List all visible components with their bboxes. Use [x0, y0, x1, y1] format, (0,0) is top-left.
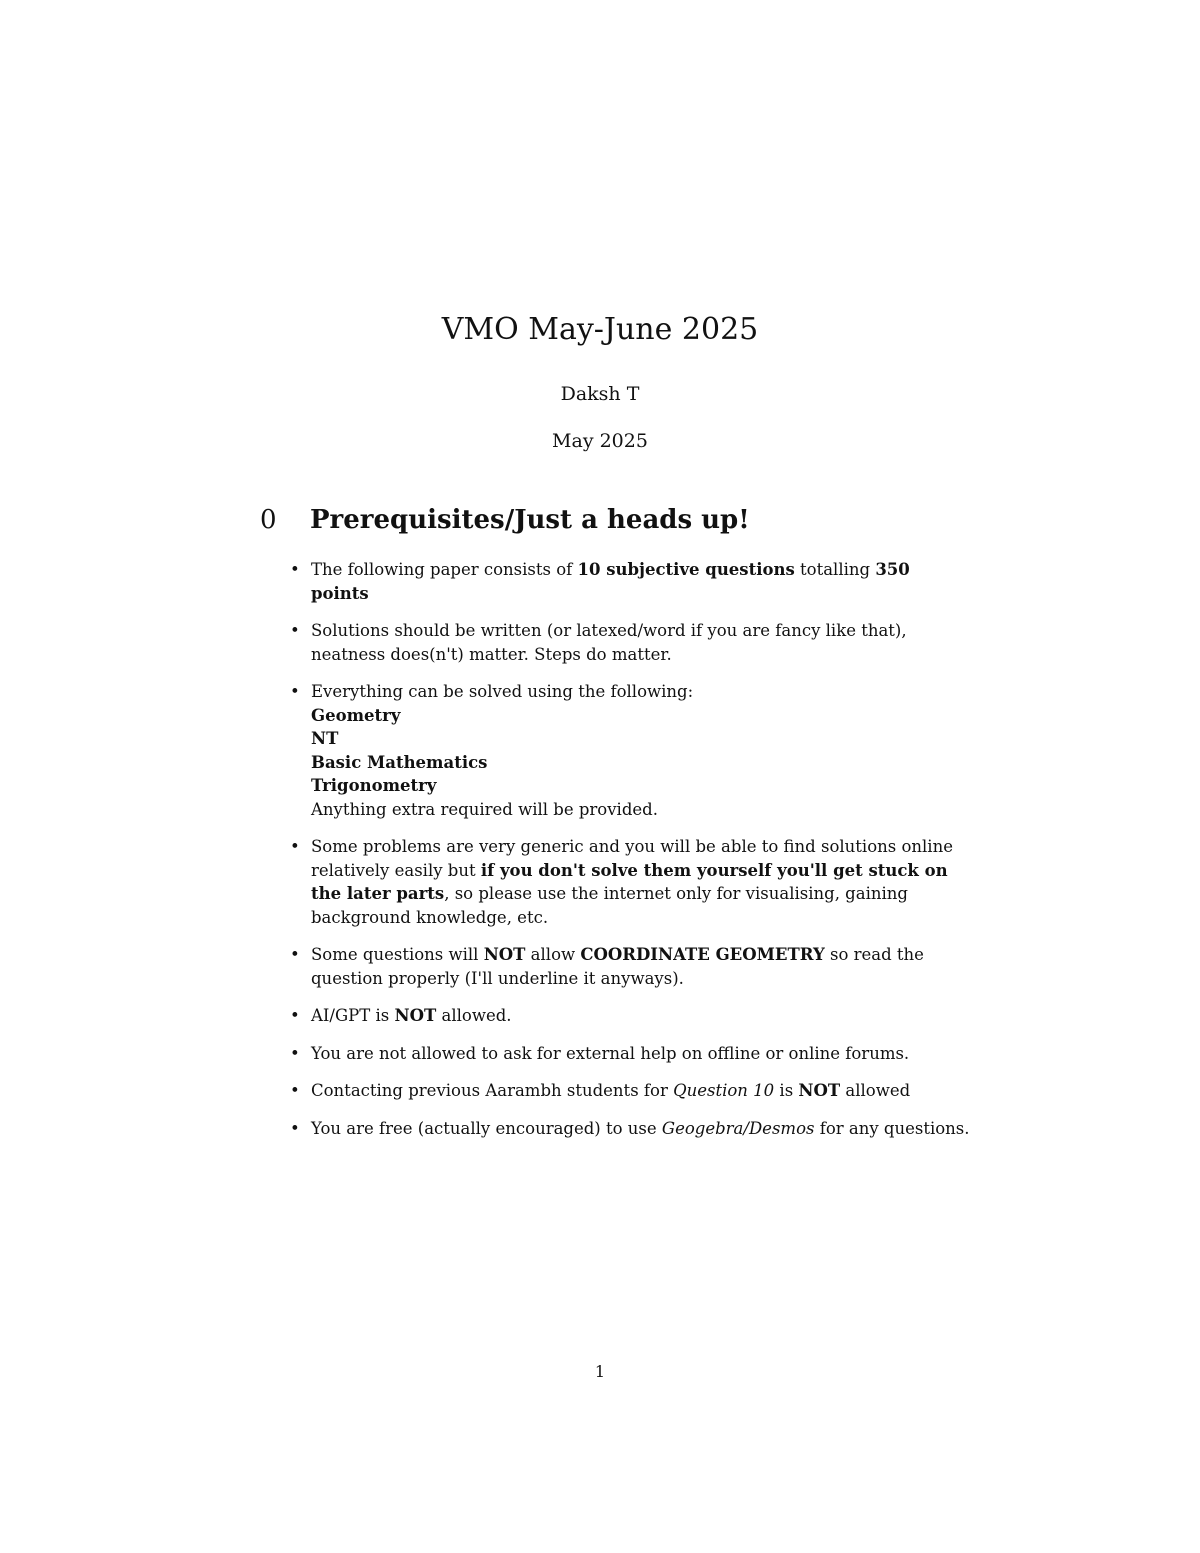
section-heading [260, 505, 960, 535]
list-item-points: • The following paper consists of 10 subjective questions totalling 350 points [290, 558, 970, 605]
section-title: Prerequisites/Just a heads up! [310, 505, 750, 535]
list-item-aarambh: • Contacting previous Aarambh students for Question 10 is NOT allowed [290, 1079, 970, 1103]
topic-basic-mathematics: Basic Mathematics [311, 752, 488, 772]
topic-trigonometry: Trigonometry [311, 776, 437, 795]
section-number: 0 [260, 505, 277, 535]
topic-geometry: Geometry [311, 705, 401, 725]
document-author: Daksh T [560, 383, 640, 405]
topic-nt: NT [311, 729, 339, 748]
list-item-generic-problems: • Some problems are very generic and you will be able to find solutions online relatively easily but if you don't solve them yourself you'll get stuck on the later parts, so please use the internet only for visualising, gaining background knowledge, etc. [290, 835, 970, 929]
list-item-solutions: • Solutions should be written (or latexed/word if you are fancy like that), neatness does(n't) matter. Steps do matter. [290, 619, 970, 666]
list-item-coordinate-geometry: • Some questions will NOT allow COORDINATE GEOMETRY so read the question properly (I'll underline it anyways). [290, 943, 970, 990]
list-item-topics: • Everything can be solved using the following: Geometry NT Basic Mathematics Trigonometry Anything extra required will be provided. [290, 680, 970, 821]
list-item-geogebra: • You are free (actually encouraged) to use Geogebra/Desmos for any questions. [290, 1117, 970, 1141]
document-title: VMO May-June 2025 [441, 312, 759, 347]
list-item-ai-gpt: • AI/GPT is NOT allowed. [290, 1004, 970, 1028]
list-item-external-help: • You are not allowed to ask for external help on offline or online forums. [290, 1042, 970, 1066]
page-number: 1 [594, 1362, 606, 1381]
document-date: May 2025 [552, 430, 648, 452]
prerequisites-list [290, 558, 970, 1154]
